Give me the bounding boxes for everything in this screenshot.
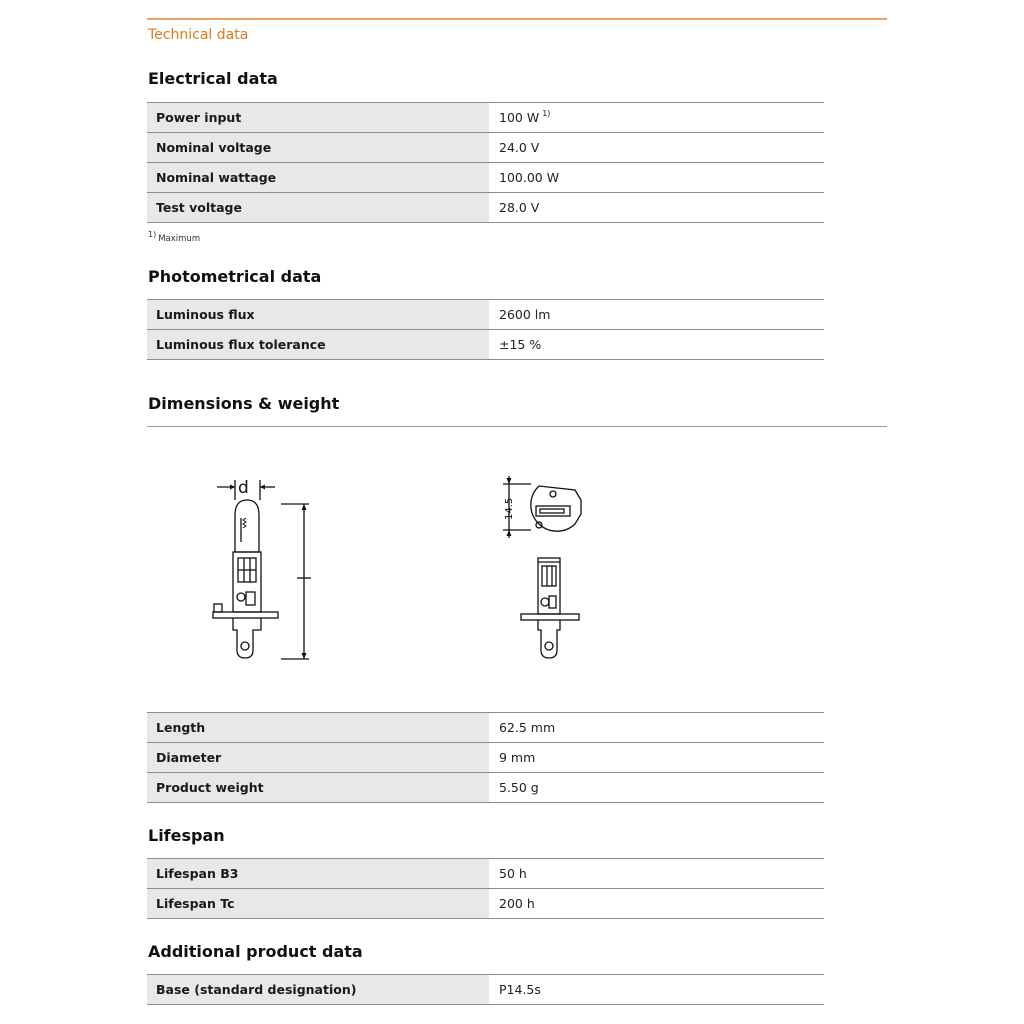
lamp-side-view-drawing [205, 470, 315, 665]
row-label: Base (standard designation) [147, 975, 489, 1004]
section-title: Technical data [148, 27, 249, 43]
row-label: Nominal wattage [147, 163, 489, 192]
row-label: Nominal voltage [147, 133, 489, 162]
lamp-base-view-drawing [495, 470, 595, 665]
row-label: Diameter [147, 743, 489, 772]
table-row [147, 193, 824, 223]
row-value: P14.5s [499, 982, 541, 997]
dimensions-table [147, 712, 824, 803]
photometrical-table [147, 299, 824, 360]
table-row [147, 163, 824, 193]
row-value: 200 h [499, 896, 535, 911]
row-value: 9 mm [499, 750, 536, 765]
additional-heading: Additional product data [148, 942, 363, 961]
row-label: Product weight [147, 773, 489, 802]
row-value: 62.5 mm [499, 720, 556, 735]
row-label: Lifespan B3 [147, 859, 489, 888]
row-label: Length [147, 713, 489, 742]
table-row [147, 889, 824, 919]
row-value: 24.0 V [499, 140, 540, 155]
row-value: ±15 % [499, 337, 542, 352]
additional-table [147, 974, 824, 1005]
table-row [147, 713, 824, 743]
row-value: 50 h [499, 866, 527, 881]
lifespan-heading: Lifespan [148, 826, 225, 845]
row-label: Test voltage [147, 193, 489, 222]
d-dimension-label: d [238, 478, 249, 498]
photometrical-heading: Photometrical data [148, 267, 322, 286]
footnote-text: Maximum [158, 234, 201, 245]
table-row [147, 103, 824, 133]
base-dimension-label: 14.5 [504, 497, 515, 520]
table-row [147, 330, 824, 360]
row-label: Lifespan Tc [147, 889, 489, 918]
table-row [147, 859, 824, 889]
top-rule [147, 18, 887, 20]
row-value: 2600 lm [499, 307, 551, 322]
row-value: 5.50 g [499, 780, 539, 795]
footnote-mark: 1) [148, 230, 157, 239]
section-divider [147, 426, 887, 427]
lifespan-table [147, 858, 824, 919]
electrical-table [147, 102, 824, 223]
row-label: Power input [147, 103, 489, 132]
table-row [147, 773, 824, 803]
electrical-heading: Electrical data [148, 69, 278, 88]
row-value: 100.00 W [499, 170, 560, 185]
footnote-ref: 1) [542, 109, 551, 118]
row-value [489, 103, 824, 132]
table-row [147, 133, 824, 163]
row-value: 28.0 V [499, 200, 540, 215]
dimensions-heading: Dimensions & weight [148, 394, 340, 413]
footnote [148, 230, 200, 244]
value-text: 100 W [499, 110, 540, 125]
table-row [147, 975, 824, 1005]
row-label: Luminous flux [147, 300, 489, 329]
table-row [147, 300, 824, 330]
row-label: Luminous flux tolerance [147, 330, 489, 359]
table-row [147, 743, 824, 773]
